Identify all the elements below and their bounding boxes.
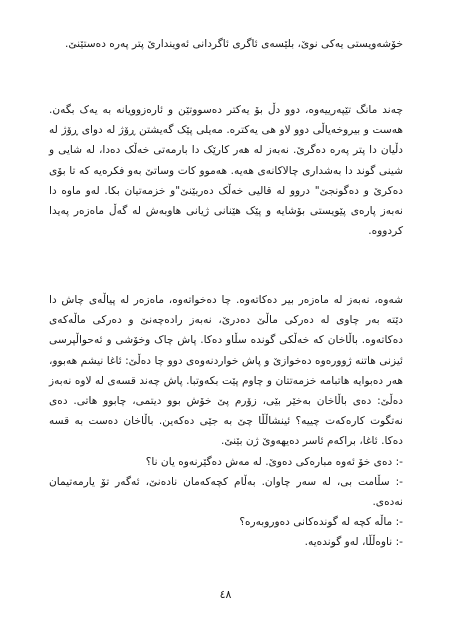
paragraph-intro [49, 34, 403, 54]
page-number: ٤٨ [219, 588, 232, 601]
dialogue-line: -: ماڵە کچە لە گوندەکانی دەوروبەرە؟ [239, 516, 403, 529]
paragraph: چەند مانگ تێپەرییەوە، دوو دڵ بۆ یەکتر دەسووتێن و ئارەزوویانە بە یەک بگەن. هەست و بیروخەیاڵی دوو لاو هی یەکترە. مەیلی پێک گەیشتن ڕۆژ لە دوای ڕۆژ لە دڵیان دا پتر پەرە دەگرێ. نەبەز لە هەر کارێک دا بارمەتی خەڵک دەدا، لە شایی و شینی گوند دا بەشداری چالاکانەی هەیە. هەموو کات وساتێ بەو فکرەیە کە تا بۆی دەکرێ و دەگونجێ" دروو لە قالیی خەڵک دەربێنێ"و خزمەتیان بکا. لەو ماوە دا نەبەز پارەی پێویستی بۆشایە و پێک هێنانی ژیانی هاوبەش لە گەڵ ماەزەر پەیدا کردووە. [49, 104, 403, 238]
paragraph: خۆشەویستی یەکی نوێ، بلێسەی ئاگری ئاگردانی ئەویندارێ پتر پەرە دەستێنێ. [64, 38, 403, 50]
dialogue-line: -: سڵامت بی، لە سەر چاوان. بەڵام کچەکەمان نادەنێ، ئەگەر تۆ یارمەتیمان نەدەی. [49, 475, 403, 509]
paragraph-story [49, 100, 403, 241]
dialogue-line: -: ناوەڵڵا، لەو گوندەیە. [304, 536, 403, 549]
dialogue-section [49, 290, 403, 553]
dialogue-line: -: دەی خۆ ئەوە مبارەکی دەوێ. لە مەش دەگێرنەوە یان نا؟ [145, 455, 403, 468]
paragraph: شەوە، نەبەز لە ماەزەر بیر دەکاتەوە. چا دەخواتەوە، ماەزەر لە پیاڵەی چاش دا دێتە بەر چاوی لە دەرکی ماڵێ دەدرێ، نەبەز رادەچەنێ و دەرکی ماڵەکەی دەکاتەوە. باڵاخان کە خەڵکی گوندە سڵاو دەکا. پاش چاک وخۆشی و ئەحواڵپرسی ئیزنی هاتنە ژوورەوە دەخوازێ و پاش خواردنەوەی دوو چا دەڵێ: ئاغا نیشم هەبوو، هەر دەبوایە هاتبامە خزمەتتان و چاوم پێت بکەوتبا. پاش چەند قسەی لە لاوە نەبەز دەڵێ: دەی باڵاخان بەخێر بێی، زۆرم پێ خۆش بوو دیتمی، چابوو هاتی. دەی نەتگوت کارەکەت چییە؟ ئینشاڵڵا چێ بە جێی دەکەین. باڵاخان دەست بە قسە دەکا. ئاغا، براکەم ئاسر دەیهەوێ ژن بێنێ. [49, 294, 403, 448]
